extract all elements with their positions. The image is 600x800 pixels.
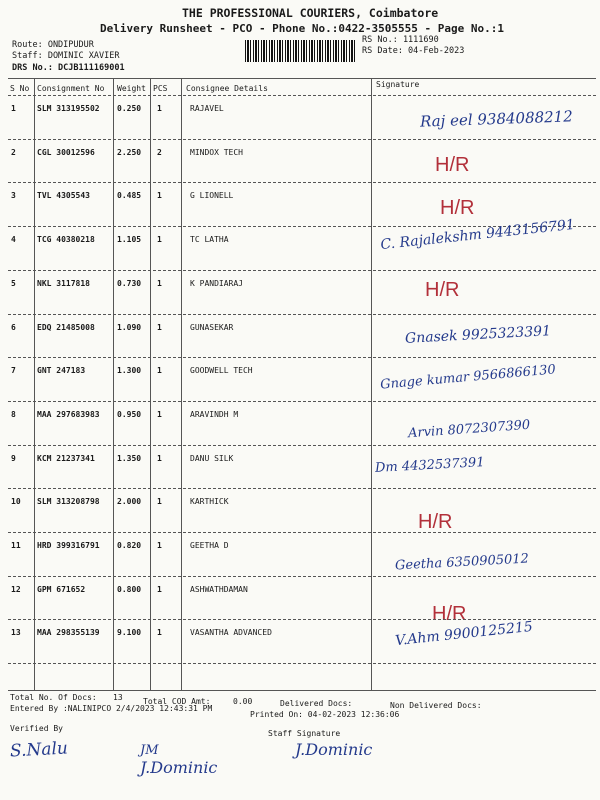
row-signature: Raj eel 9384088212 [419,107,574,131]
row-consignee: MINDOX TECH [190,147,243,157]
row-sno: 9 [11,453,16,463]
row-pcs: 1 [157,104,162,113]
row-pcs: 1 [157,278,162,288]
staff-signature: J.Dominic [140,758,218,777]
row-pcs: 1 [157,541,162,550]
staff-signature-label: Staff Signature [268,729,341,738]
cod-value: 0.00 [233,697,253,706]
row-signature: Gnage kumar 9566866130 [379,362,557,393]
runsheet-title: Delivery Runsheet - PCO - Phone No.:0422-3505555 - Page No.:1 [100,22,504,35]
rs-date: RS Date: 04-Feb-2023 [362,46,465,56]
row-consignee: KARTHICK [190,497,229,507]
row-signature: V.Ahm 9900125215 [394,619,534,650]
verified-by: Verified By [10,724,63,733]
row-consignee: VASANTHA ADVANCED [190,628,272,638]
row-weight: 0.820 [117,541,142,550]
row-weight: 9.100 [117,628,142,638]
col-pcs: PCS [153,84,168,93]
company-title: THE PROFESSIONAL COURIERS, Coimbatore [182,6,439,20]
table-header-rule [8,95,596,96]
row-sno: 11 [11,541,21,550]
row-signature: C. Rajalekshm 9443156791 [379,216,576,254]
row-pcs: 1 [157,366,162,376]
col-consignee: Consignee Details [186,84,268,93]
row-signature: H/R [418,511,453,534]
row-pcs: 1 [157,628,162,638]
verified-signature: S.Nalu [9,738,69,762]
total-docs-value: 13 [113,693,123,702]
row-consignment-no: TVL 4305543 [37,191,90,201]
row-consignee: TC LATHA [190,235,229,245]
row-pcs: 1 [157,584,162,594]
row-sno: 4 [11,235,16,245]
row-weight: 0.730 [117,278,142,288]
row-consignee: GUNASEKAR [190,322,234,332]
row-divider [8,314,596,315]
row-weight: 1.090 [117,322,142,332]
column-separator [150,78,151,690]
row-divider [8,488,596,489]
row-weight: 0.950 [117,409,142,419]
row-weight: 2.000 [117,497,142,507]
row-weight: 1.300 [117,366,142,376]
row-weight: 0.800 [117,584,142,594]
row-sno: 6 [11,322,16,332]
row-consignment-no: GNT 247183 [37,366,86,376]
col-consignment: Consignment No [37,84,105,93]
column-separator [181,78,182,690]
row-weight: 2.250 [117,147,142,157]
printed-on: Printed On: 04-02-2023 12:36:06 [250,710,400,719]
row-sno: 1 [11,104,16,113]
row-divider [8,619,596,620]
delivered-docs: Delivered Docs: [280,699,353,708]
route: Route: ONDIPUDUR [12,40,94,50]
column-separator [113,78,114,690]
staff-signature-second: J.Dominic [295,740,373,759]
col-sno: S No [10,84,30,93]
total-docs-label: Total No. Of Docs: [10,693,97,702]
entered-by: Entered By :NALINIPCO 2/4/2023 12:43:31 PM [10,704,213,713]
row-pcs: 1 [157,497,162,507]
row-signature: H/R [440,197,475,220]
row-sno: 2 [11,147,16,157]
row-pcs: 2 [157,147,162,157]
table-top-rule [8,78,596,79]
row-consignee: ARAVINDH M [190,409,239,419]
row-consignment-no: SLM 313195502 [37,104,100,113]
column-separator [371,78,372,690]
row-sno: 10 [11,497,21,507]
row-signature: Geetha 6350905012 [394,551,530,574]
row-weight: 0.485 [117,191,142,201]
row-pcs: 1 [157,235,162,245]
non-delivered-docs: Non Delivered Docs: [390,701,482,710]
row-sno: 12 [11,584,21,594]
barcode [245,40,357,62]
column-separator [34,78,35,690]
staff-signature-initials: JM [140,743,159,758]
row-consignee: K PANDIARAJ [190,278,243,288]
row-consignee: DANU SILK [190,453,234,463]
row-consignment-no: HRD 399316791 [37,541,100,550]
row-consignee: GEETHA D [190,541,229,550]
row-pcs: 1 [157,191,162,201]
row-divider [8,576,596,577]
row-signature: H/R [432,602,467,625]
row-divider [8,139,596,140]
row-signature: Gnasek 9925323391 [404,322,552,347]
row-consignment-no: NKL 3117818 [37,278,90,288]
row-consignee: RAJAVEL [190,104,224,113]
row-consignment-no: KCM 21237341 [37,453,95,463]
row-consignment-no: MAA 297683983 [37,409,100,419]
row-divider [8,357,596,358]
row-consignment-no: EDQ 21485008 [37,322,95,332]
cod-label: Total COD Amt: [143,697,211,706]
col-signature: Signature [376,80,420,89]
row-consignment-no: CGL 30012596 [37,147,95,157]
row-divider [8,532,596,533]
row-divider [8,182,596,183]
row-consignment-no: TCG 40380218 [37,235,95,245]
row-sno: 3 [11,191,16,201]
rs-number: RS No.: 1111690 [362,35,439,45]
row-signature: H/R [435,153,470,176]
row-pcs: 1 [157,409,162,419]
staff: Staff: DOMINIC XAVIER [12,51,120,61]
row-pcs: 1 [157,453,162,463]
row-weight: 1.105 [117,235,142,245]
row-pcs: 1 [157,322,162,332]
row-sno: 8 [11,409,16,419]
row-consignment-no: MAA 298355139 [37,628,100,638]
row-divider [8,663,596,664]
row-consignment-no: SLM 313208798 [37,497,100,507]
row-weight: 0.250 [117,104,142,113]
row-sno: 7 [11,366,16,376]
row-divider [8,270,596,271]
row-sno: 5 [11,278,16,288]
row-consignee: ASHWATHDAMAN [190,584,248,594]
row-signature: H/R [425,278,460,301]
row-divider [8,445,596,446]
row-consignee: GOODWELL TECH [190,366,253,376]
row-signature: Dm 4432537391 [374,454,485,476]
row-consignment-no: GPM 671652 [37,584,86,594]
table-bottom-rule [8,690,596,691]
row-sno: 13 [11,628,21,638]
col-weight: Weight [117,84,146,93]
row-consignee: G LIONELL [190,191,234,201]
row-signature: Arvin 8072307390 [407,417,531,442]
row-weight: 1.350 [117,453,142,463]
row-divider [8,401,596,402]
drs-number: DRS No.: DCJB111169001 [12,63,125,73]
